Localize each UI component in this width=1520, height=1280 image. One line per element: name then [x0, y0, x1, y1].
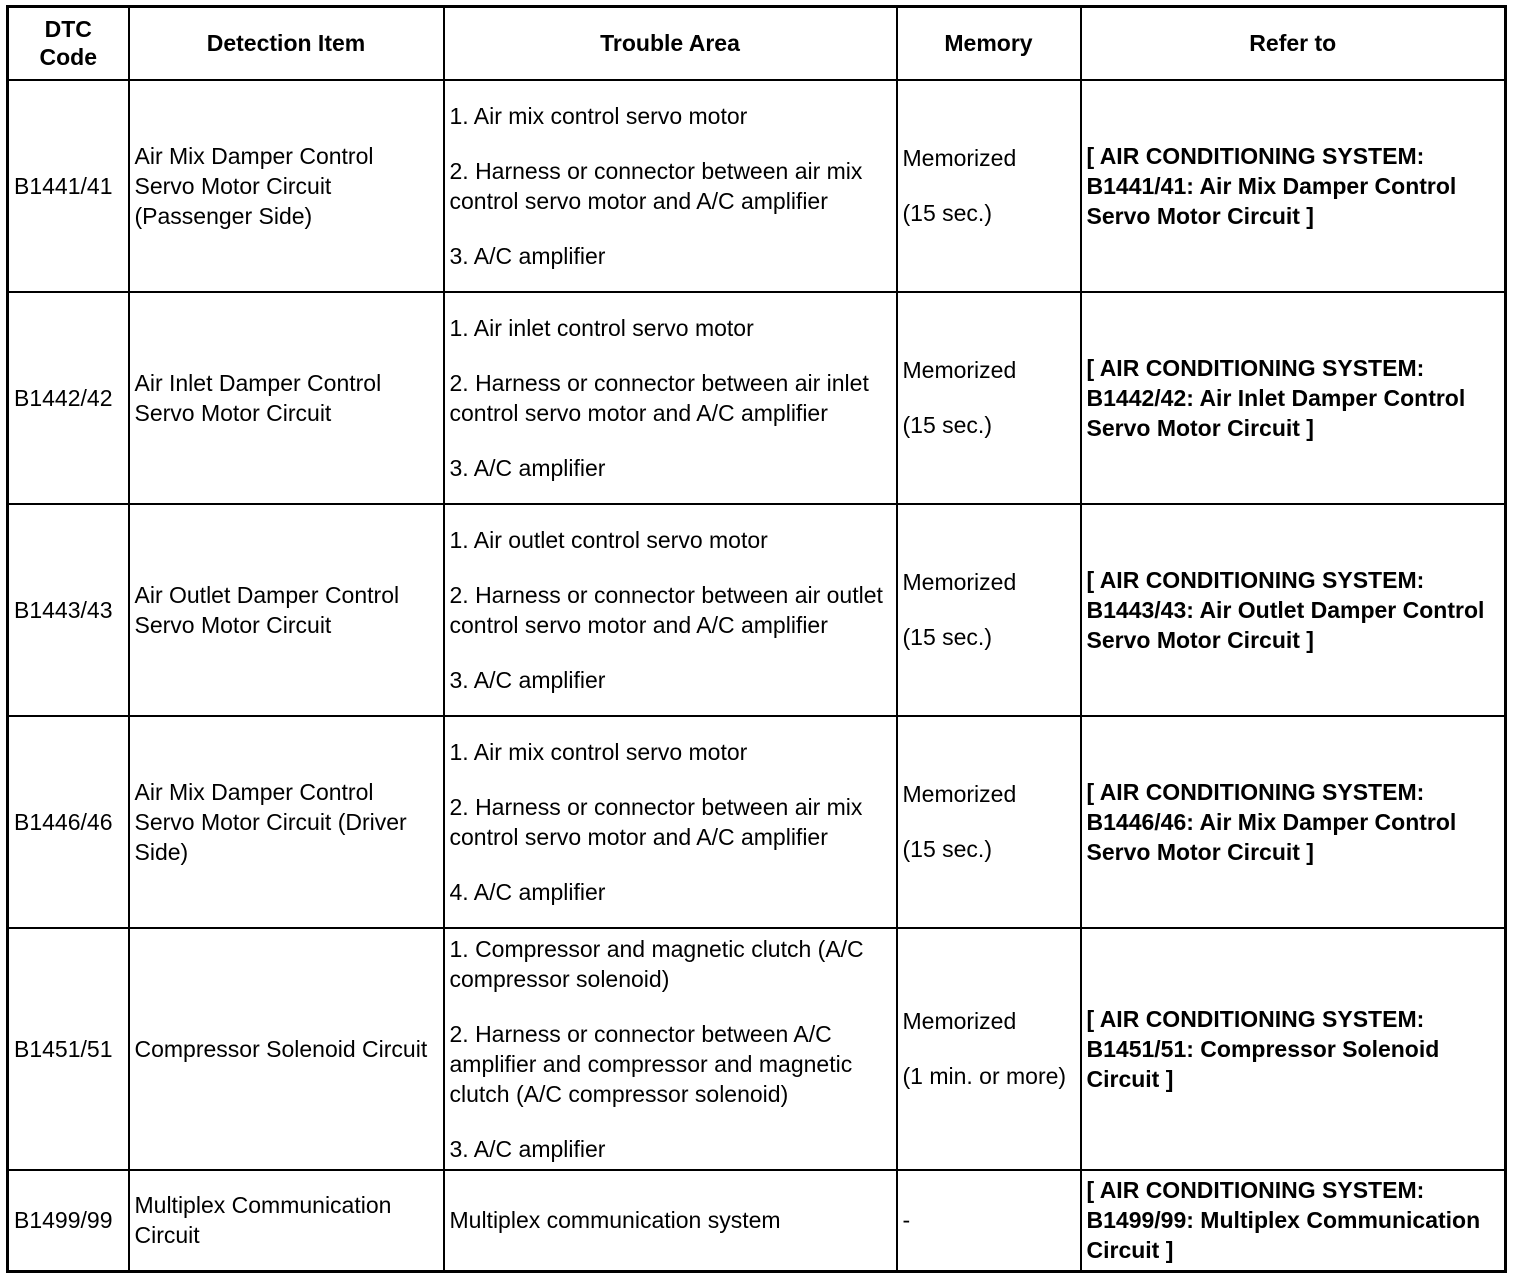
trouble-area-cell [444, 928, 897, 1170]
detection-item-cell: Air Mix Damper Control Servo Motor Circuit (Driver Side) [129, 716, 444, 928]
detection-item-cell: Air Mix Damper Control Servo Motor Circuit (Passenger Side) [129, 80, 444, 292]
dtc-code-cell: B1443/43 [8, 504, 129, 716]
memory-status: Memorized [902, 357, 1017, 383]
refer-to-link[interactable]: [ AIR CONDITIONING SYSTEM: B1446/46: Air Mix Damper Control Servo Motor Circuit ] [1081, 716, 1506, 928]
memory-cell [897, 292, 1081, 504]
trouble-item: 3. A/C amplifier [449, 242, 606, 269]
memory-status: Memorized [902, 1008, 1017, 1034]
trouble-item: 2. Harness or connector between air mix control servo motor and A/C amplifier [449, 793, 863, 850]
trouble-item: 1. Air inlet control servo motor [449, 314, 754, 341]
memory-duration: (15 sec.) [902, 412, 992, 438]
header-refer-to: Refer to [1081, 7, 1506, 80]
trouble-item: 2. Harness or connector between A/C amplifier and compressor and magnetic clutch (A/C compressor solenoid) [449, 1020, 853, 1107]
trouble-item: 3. A/C amplifier [449, 454, 606, 481]
memory-cell [897, 928, 1081, 1170]
trouble-area-cell [444, 292, 897, 504]
refer-to-link[interactable]: [ AIR CONDITIONING SYSTEM: B1499/99: Multiplex Communication Circuit ] [1081, 1170, 1506, 1272]
trouble-area-cell [444, 80, 897, 292]
dtc-code-cell: B1446/46 [8, 716, 129, 928]
detection-item-cell: Multiplex Communication Circuit [129, 1170, 444, 1272]
refer-to-link[interactable]: [ AIR CONDITIONING SYSTEM: B1442/42: Air Inlet Damper Control Servo Motor Circuit ] [1081, 292, 1506, 504]
memory-status: Memorized [902, 569, 1017, 595]
memory-duration: (15 sec.) [902, 836, 992, 862]
table-row [8, 80, 1506, 292]
dtc-code-cell: B1441/41 [8, 80, 129, 292]
dtc-code-cell: B1499/99 [8, 1170, 129, 1272]
refer-to-link[interactable]: [ AIR CONDITIONING SYSTEM: B1451/51: Compressor Solenoid Circuit ] [1081, 928, 1506, 1170]
trouble-item: 4. A/C amplifier [449, 878, 606, 905]
dtc-table [6, 5, 1507, 1273]
table-header-row [8, 7, 1506, 80]
trouble-area-cell [444, 1170, 897, 1272]
memory-status: Memorized [902, 781, 1017, 807]
table-row [8, 504, 1506, 716]
memory-duration: (1 min. or more) [902, 1063, 1067, 1089]
dtc-code-cell: B1451/51 [8, 928, 129, 1170]
trouble-item: 1. Air outlet control servo motor [449, 526, 768, 553]
memory-cell [897, 504, 1081, 716]
table-row [8, 292, 1506, 504]
memory-duration: (15 sec.) [902, 624, 992, 650]
table-row [8, 1170, 1506, 1272]
trouble-item: 1. Compressor and magnetic clutch (A/C compressor solenoid) [449, 935, 864, 992]
memory-cell [897, 1170, 1081, 1272]
memory-cell [897, 80, 1081, 292]
dtc-code-cell: B1442/42 [8, 292, 129, 504]
trouble-area-cell [444, 716, 897, 928]
memory-status: Memorized [902, 145, 1017, 171]
table-row [8, 928, 1506, 1170]
detection-item-cell: Compressor Solenoid Circuit [129, 928, 444, 1170]
refer-to-link[interactable]: [ AIR CONDITIONING SYSTEM: B1443/43: Air Outlet Damper Control Servo Motor Circuit ] [1081, 504, 1506, 716]
memory-cell [897, 716, 1081, 928]
trouble-item: 1. Air mix control servo motor [449, 102, 748, 129]
trouble-item: 3. A/C amplifier [449, 1135, 606, 1162]
trouble-item: 1. Air mix control servo motor [449, 738, 748, 765]
trouble-item: 3. A/C amplifier [449, 666, 606, 693]
header-trouble-area: Trouble Area [444, 7, 897, 80]
header-dtc-code: DTC Code [8, 7, 129, 80]
refer-to-link[interactable]: [ AIR CONDITIONING SYSTEM: B1441/41: Air Mix Damper Control Servo Motor Circuit ] [1081, 80, 1506, 292]
trouble-area-cell [444, 504, 897, 716]
memory-status: - [902, 1207, 911, 1234]
detection-item-cell: Air Outlet Damper Control Servo Motor Circuit [129, 504, 444, 716]
trouble-item: Multiplex communication system [449, 1207, 781, 1234]
header-detection-item: Detection Item [129, 7, 444, 80]
detection-item-cell: Air Inlet Damper Control Servo Motor Circuit [129, 292, 444, 504]
table-row [8, 716, 1506, 928]
trouble-item: 2. Harness or connector between air mix control servo motor and A/C amplifier [449, 157, 863, 214]
trouble-item: 2. Harness or connector between air outlet control servo motor and A/C amplifier [449, 581, 883, 638]
trouble-item: 2. Harness or connector between air inlet control servo motor and A/C amplifier [449, 369, 869, 426]
header-memory: Memory [897, 7, 1081, 80]
memory-duration: (15 sec.) [902, 200, 992, 226]
